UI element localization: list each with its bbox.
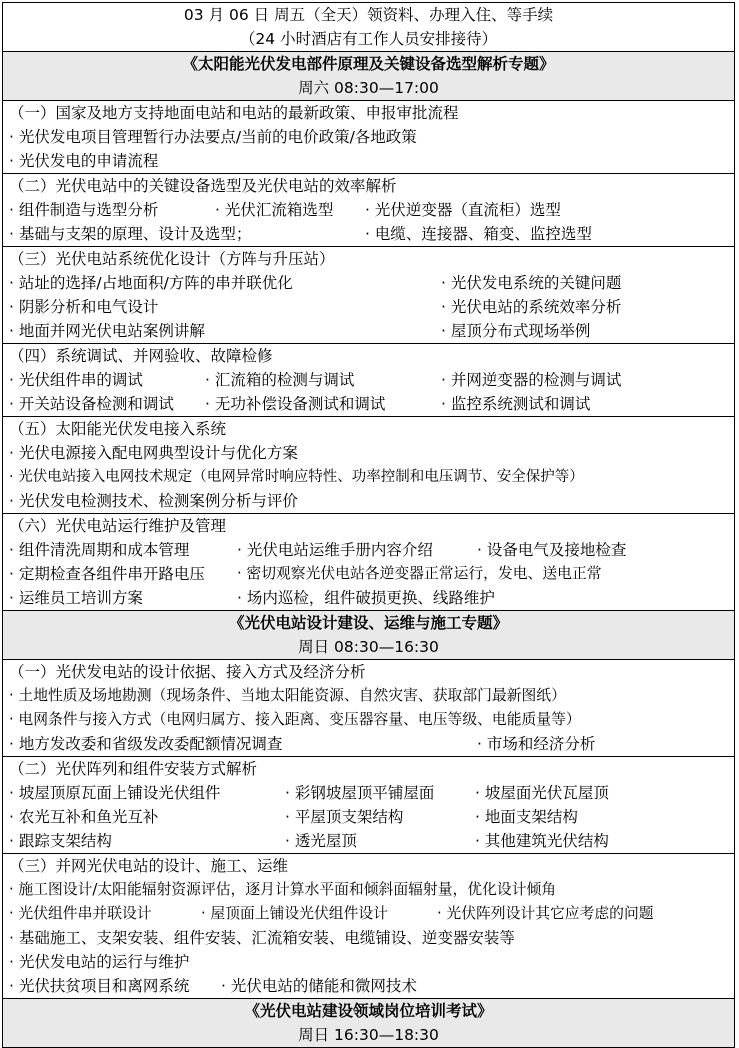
topic1-section3 xyxy=(3,247,734,344)
list-item: · 光伏发电检测技术、检测案例分析与评价 xyxy=(9,492,298,510)
list-item: · 光伏电站的储能和微网技术 xyxy=(221,977,417,995)
section-heading: （三）光伏电站系统优化设计（方阵与升压站） xyxy=(9,250,335,268)
topic2-section2 xyxy=(3,757,734,854)
topic1-time: 周六 08:30—17:00 xyxy=(3,76,734,100)
section-heading: （六）光伏电站运行维护及管理 xyxy=(9,517,227,535)
list-item: · 土地性质及场地勘测（现场条件、当地太阳能资源、自然灾害、获取部门最新图纸） xyxy=(9,687,566,704)
list-item: · 开关站设备检测和调试 xyxy=(9,395,174,413)
list-item: · 彩钢坡屋顶平铺屋面 xyxy=(285,784,435,802)
topic2-section3 xyxy=(3,854,734,999)
list-item: · 跟踪支架结构 xyxy=(9,832,112,850)
list-item: · 光伏发电的申请流程 xyxy=(9,152,159,170)
section-heading: （四）系统调试、并网验收、故障检修 xyxy=(9,347,273,365)
item-row xyxy=(9,586,734,610)
list-item: · 透光屋顶 xyxy=(285,832,357,850)
list-item: · 屋顶面上铺设光伏组件设计 xyxy=(201,905,388,922)
list-item: · 坡屋顶原瓦面上铺设光伏组件 xyxy=(9,784,221,802)
item-row xyxy=(9,392,734,416)
list-item: · 基础与支架的原理、设计及选型； xyxy=(9,225,252,243)
section-heading: （二）光伏阵列和组件安装方式解析 xyxy=(9,760,258,778)
list-item: · 密切观察光伏电站各逆变器正常运行，发电、送电正常 xyxy=(237,565,602,582)
list-item: · 电缆、连接器、箱变、监控选型 xyxy=(365,225,592,243)
list-item: · 无功补偿设备测试和调试 xyxy=(205,395,386,413)
list-item: · 定期检查各组件串开路电压 xyxy=(9,565,205,583)
topic2-title: 《光伏电站设计建设、运维与施工专题》 xyxy=(3,611,734,635)
item-row xyxy=(9,222,734,246)
list-item: · 光伏电站接入电网技术规定（电网异常时响应特性、功率控制和电压调节、安全保护等） xyxy=(9,469,584,485)
section-heading: （一）光伏发电站的设计依据、接入方式及经济分析 xyxy=(9,663,366,681)
list-item: · 光伏电站运维手册内容介绍 xyxy=(237,541,433,559)
item-row xyxy=(9,732,734,756)
list-item: · 农光互补和鱼光互补 xyxy=(9,808,159,826)
topic2-time: 周日 08:30—16:30 xyxy=(3,635,734,659)
arrival-cell xyxy=(3,3,734,52)
item-row xyxy=(9,295,734,319)
item-row xyxy=(9,902,734,926)
list-item: · 光伏发电站的运行与维护 xyxy=(9,953,190,971)
list-item: · 坡屋面光伏瓦屋顶 xyxy=(475,784,609,802)
list-item: · 地方发改委和省级发改委配额情况调查 xyxy=(9,735,283,753)
list-item: · 组件清洗周期和成本管理 xyxy=(9,541,190,559)
exam-time: 周日 16:30—18:30 xyxy=(3,1023,734,1047)
topic1-section1 xyxy=(3,101,734,174)
topic1-section4 xyxy=(3,344,734,417)
list-item: · 地面并网光伏电站案例讲解 xyxy=(9,322,205,340)
topic1-section2 xyxy=(3,174,734,247)
list-item: · 光伏电站的系统效率分析 xyxy=(441,298,622,316)
topic1-banner xyxy=(3,52,734,101)
list-item: · 光伏发电项目管理暂行办法要点/当前的电价政策/各地政策 xyxy=(9,128,417,146)
item-row xyxy=(9,829,734,853)
list-item: · 组件制造与选型分析 xyxy=(9,201,159,219)
list-item: · 电网条件与接入方式（电网归属方、接入距离、变压器容量、电压等级、电能质量等） xyxy=(9,711,581,728)
item-row xyxy=(9,319,734,343)
item-row xyxy=(9,805,734,829)
exam-banner xyxy=(3,999,734,1047)
list-item: · 场内巡检，组件破损更换、线路维护 xyxy=(237,589,495,607)
list-item: · 市场和经济分析 xyxy=(477,735,596,753)
item-row xyxy=(9,271,734,295)
list-item: · 并网逆变器的检测与调试 xyxy=(441,371,622,389)
list-item: · 光伏汇流箱选型 xyxy=(215,201,334,219)
item-row xyxy=(9,781,734,805)
section-heading: （一）国家及地方支持地面电站和电站的最新政策、申报审批流程 xyxy=(9,104,459,122)
list-item: · 光伏组件串并联设计 xyxy=(9,905,152,922)
list-item: · 光伏逆变器（直流柜）选型 xyxy=(365,201,561,219)
item-row xyxy=(9,538,734,562)
list-item: · 光伏发电系统的关键问题 xyxy=(441,274,622,292)
list-item: · 地面支架结构 xyxy=(475,808,578,826)
topic1-section5 xyxy=(3,417,734,514)
arrival-line: 03 月 06 日 周五（全天）领资料、办理入住、等手续 xyxy=(183,6,554,24)
reception-note: （24 小时酒店有工作人员安排接待） xyxy=(239,30,498,48)
list-item: · 运维员工培训方案 xyxy=(9,589,143,607)
topic1-title: 《太阳能光伏发电部件原理及关键设备选型解析专题》 xyxy=(3,52,734,76)
list-item: · 平屋顶支架结构 xyxy=(285,808,404,826)
item-row xyxy=(9,198,734,222)
list-item: · 设备电气及接地检查 xyxy=(477,541,627,559)
list-item: · 阴影分析和电气设计 xyxy=(9,298,159,316)
list-item: · 其他建筑光伏结构 xyxy=(475,832,609,850)
list-item: · 光伏阵列设计其它应考虑的问题 xyxy=(437,905,654,922)
topic2-banner xyxy=(3,611,734,660)
list-item: · 光伏组件串的调试 xyxy=(9,371,143,389)
list-item: · 施工图设计/太阳能辐射资源评估，逐月计算水平面和倾斜面辐射量，优化设计倾角 xyxy=(9,881,557,898)
list-item: · 监控系统测试和调试 xyxy=(441,395,591,413)
item-row xyxy=(9,368,734,392)
schedule-table xyxy=(2,2,735,1048)
topic1-section6 xyxy=(3,514,734,611)
section-heading: （二）光伏电站中的关键设备选型及光伏电站的效率解析 xyxy=(9,177,397,195)
list-item: · 基础施工、支架安装、组件安装、汇流箱安装、电缆铺设、逆变器安装等 xyxy=(9,929,515,947)
section-heading: （五）太阳能光伏发电接入系统 xyxy=(9,420,227,438)
list-item: · 屋顶分布式现场举例 xyxy=(441,322,591,340)
list-item: · 光伏电源接入配电网典型设计与优化方案 xyxy=(9,444,298,462)
topic2-section1 xyxy=(3,660,734,757)
list-item: · 汇流箱的检测与调试 xyxy=(205,371,355,389)
section-heading: （三）并网光伏电站的设计、施工、运维 xyxy=(9,857,289,875)
item-row xyxy=(9,562,734,586)
list-item: · 站址的选择/占地面积/方阵的串并联优化 xyxy=(9,274,293,292)
item-row xyxy=(9,974,734,998)
exam-title: 《光伏电站建设领域岗位培训考试》 xyxy=(3,999,734,1023)
list-item: · 光伏扶贫项目和离网系统 xyxy=(9,977,190,995)
